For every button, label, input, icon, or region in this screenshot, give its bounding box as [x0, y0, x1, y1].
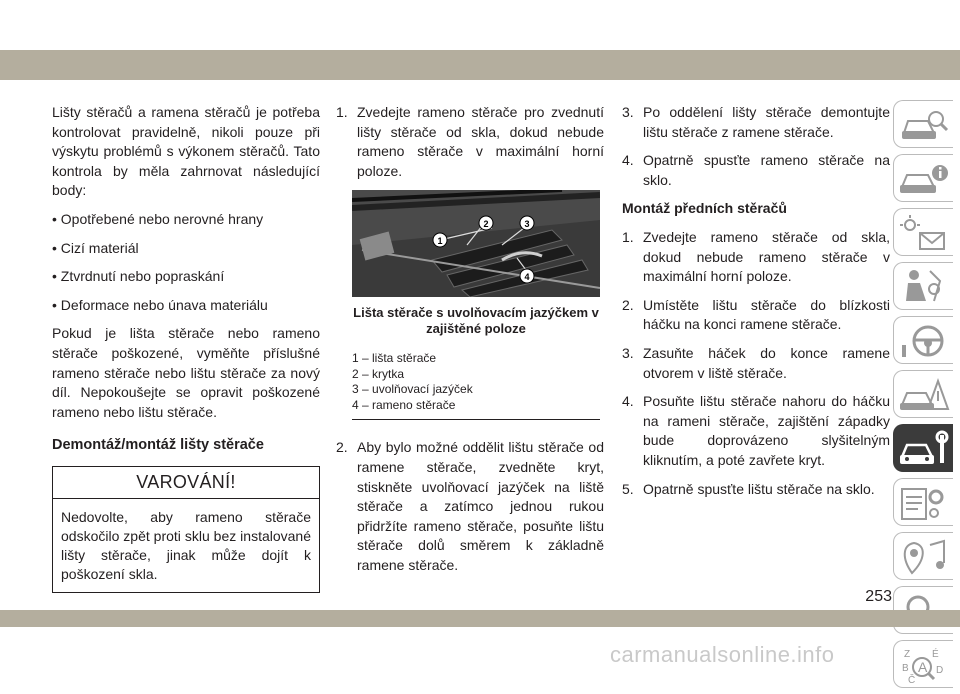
column-right [622, 103, 890, 508]
step-number: 2. [622, 296, 634, 313]
page-number: 253 [865, 588, 892, 605]
tab-airbag-seat[interactable] [893, 262, 953, 310]
letter-e: É [932, 649, 939, 660]
tab-car-service-active[interactable] [893, 424, 953, 472]
step-item [622, 151, 890, 190]
bottom-color-band [0, 610, 960, 627]
step-text: Umístěte lištu stěrače do blízkosti háčku na konci ramene stěrače. [643, 296, 890, 333]
step-text: Zasuňte háček do konce ramene otvorem v liště stěrače. [643, 344, 890, 381]
step-item [336, 103, 604, 181]
step-text: Aby bylo možné oddělit lištu stěrače od ramene stěrače, zvedněte kryt, stiskněte uvolňovací jazýček na liště stěrače a zatímco jednou rukou přidržíte rameno stěrače, posuňte lištu stěrače dolů směrem k základně ramene stěrače. [357, 439, 604, 573]
legend-item: 2 – krytka [352, 366, 405, 381]
column-left [52, 103, 320, 593]
specifications-gear-icon [898, 483, 950, 523]
chapter-tabs [893, 100, 953, 694]
tab-steering-wheel[interactable] [893, 316, 953, 364]
callout-3: 3 [524, 219, 530, 230]
watermark: carmanualsonline.info [610, 642, 835, 667]
column-middle [336, 103, 604, 585]
car-service-wrench-icon [898, 429, 950, 469]
warning-title: VAROVÁNÍ! [53, 467, 319, 499]
step-item [622, 103, 890, 142]
callout-1: 1 [437, 236, 443, 247]
step-text: Zvedejte rameno stěrače pro zvednutí lišty stěrače od skla, dokud nebude rameno stěrače v maximální horní poloze. [357, 104, 604, 179]
wiper-figure [352, 190, 600, 420]
tab-specifications[interactable] [893, 478, 953, 526]
letter-d: D [936, 665, 944, 676]
step-text: Po oddělení lišty stěrače demontujte lištu stěrače z ramene stěrače. [643, 104, 890, 140]
section-heading: Demontáž/montáž lišty stěrače [52, 437, 264, 454]
bullet-item: • Ztvrdnutí nebo popraskání [52, 268, 225, 285]
warning-lights-icon [898, 213, 950, 253]
airbag-seat-icon [898, 267, 950, 307]
warning-box [52, 466, 320, 593]
step-number: 5. [622, 480, 634, 497]
step-text: Opatrně spusťte lištu stěrače na sklo. [643, 480, 875, 497]
steering-wheel-icon [898, 321, 950, 361]
car-info-icon [898, 159, 950, 199]
warning-text: Nedovolte, aby rameno stěrače odskočilo zpět proti sklu bez instalované lišty stěrače, jinak může dojít k poškození skla. [61, 508, 311, 582]
step-item [622, 480, 890, 500]
step-text: Zvedejte rameno stěrače od skla, dokud nebude rameno stěrače v maximální horní poloze. [643, 228, 890, 285]
step-number: 4. [622, 152, 634, 169]
step-number: 1. [622, 228, 634, 245]
step-item [622, 344, 890, 383]
callout-2: 2 [483, 219, 489, 230]
step-item [622, 392, 890, 470]
bullet-item: • Opotřebené nebo nerovné hrany [52, 210, 264, 227]
tab-car-search[interactable] [893, 100, 953, 148]
letter-c: Č [908, 675, 916, 685]
multimedia-icon [898, 537, 950, 577]
legend-item: 1 – lišta stěrače [352, 351, 437, 366]
step-number: 3. [622, 344, 634, 361]
step-item [336, 438, 604, 575]
letter-b: B [902, 663, 909, 674]
top-color-band [0, 50, 960, 80]
tab-warning-lights[interactable] [893, 208, 953, 256]
tab-multimedia[interactable] [893, 532, 953, 580]
figure-legend [352, 351, 600, 413]
intro-paragraph: Lišty stěračů a ramena stěračů je potřeba kontrolovat pravidelně, nikoli pouze při výskytu problémů s výkonem stěračů. Tato kontrola by měla zahrnovat následující body: [52, 104, 320, 199]
replace-paragraph: Pokud je lišta stěrače nebo rameno stěrače poškozené, vyměňte příslušné rameno stěrače nebo lištu stěrače za nový díl. Nepokoušejte se opravit poškozené rameno nebo lištu stěrače. [52, 325, 320, 420]
wiper-blade-illustration [352, 190, 600, 297]
step-number: 1. [336, 104, 348, 120]
step-number: 3. [622, 104, 634, 120]
bullet-item: • Deformace nebo únava materiálu [52, 296, 268, 313]
callout-4: 4 [524, 272, 530, 283]
step-number: 2. [336, 439, 348, 456]
legend-item: 3 – uvolňovací jazýček [352, 382, 473, 397]
bullet-item: • Cizí materiál [52, 239, 139, 256]
legend-divider [352, 419, 600, 420]
step-text: Opatrně spusťte rameno stěrače na sklo. [643, 152, 890, 188]
step-number: 4. [622, 393, 634, 410]
figure-caption: Lišta stěrače s uvolňovacím jazýčkem v zajištěné poloze [353, 305, 599, 337]
wiper-photo [352, 190, 600, 297]
section-heading: Montáž předních stěračů [622, 200, 787, 217]
roadside-warning-icon [898, 375, 950, 415]
letter-a: A [918, 659, 928, 675]
car-search-icon [898, 105, 950, 145]
tab-roadside-warning[interactable] [893, 370, 953, 418]
legend-item: 4 – rameno stěrače [352, 397, 456, 412]
step-item [622, 296, 890, 335]
step-item [622, 228, 890, 287]
step-text: Posuňte lištu stěrače nahoru do háčku na rameni stěrače, zajištění západky bude doprovázeno slyšitelným kliknutím, a poté zavřete kryt. [643, 393, 890, 468]
tab-car-info[interactable] [893, 154, 953, 202]
letter-z: Z [904, 649, 911, 660]
